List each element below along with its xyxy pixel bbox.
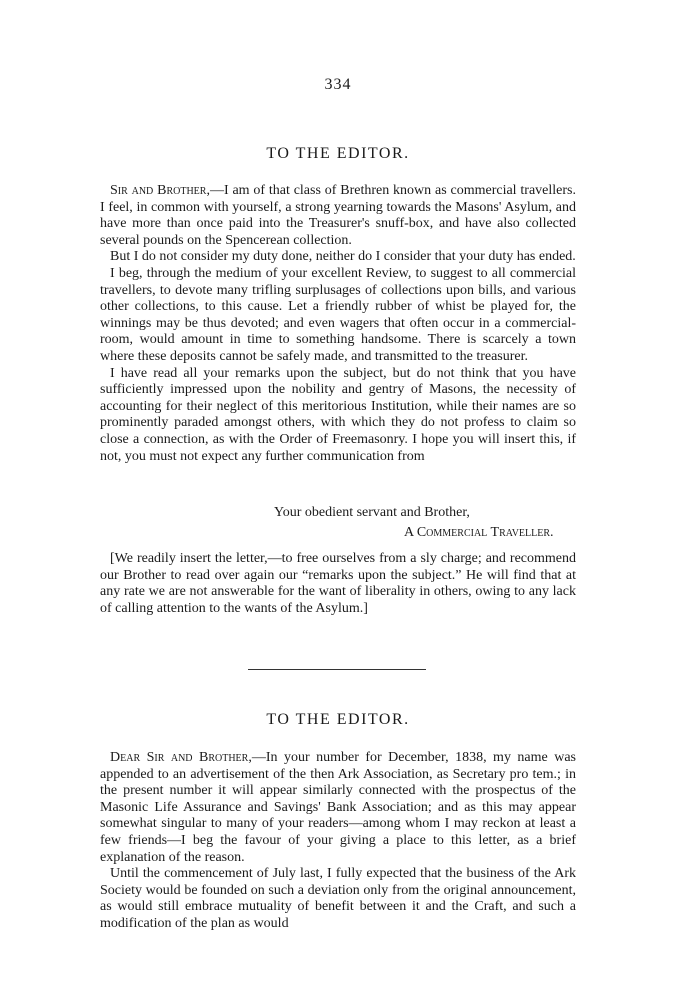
letter2-body xyxy=(100,750,576,933)
letter1-paragraph-1-text: —I am of that class of Brethren known as commercial travellers. I feel, in common with yourself, a strong yearning towards the Masons' Asylum, and have more than once paid into the Treasurer's snuff-box, and have also collected several pounds on the Spencerean collection. xyxy=(100,183,576,248)
letter2-paragraph-1 xyxy=(100,750,576,866)
section-divider xyxy=(248,669,426,670)
letter2-salutation: Dear Sir and Brother, xyxy=(110,750,252,765)
letter1-paragraph-1 xyxy=(100,183,576,249)
letter1-paragraph-3: I beg, through the medium of your excellent Review, to suggest to all commercial travellers, to devote many trifling surplusages of collections upon bills, and various other collections, to this cause. Let a friendly rubber of whist be played for, the winnings may be thus devoted; and even wagers that often occur in a commercial-room, would amount in time to something handsome. There is scarcely a town where these deposits cannot be safely made, and transmitted to the treasurer. xyxy=(100,265,576,364)
letter1-paragraph-2: But I do not consider my duty done, neither do I consider that your duty has ended. xyxy=(110,249,576,265)
letter1-paragraph-4: I have read all your remarks upon the subject, but do not think that you have sufficiently impressed upon the nobility and gentry of Masons, the necessity of accounting for their neglect of this meritorious Institution, while their names are so prominently paraded amongst others, with which they do not profess to claim so close a connection, as with the Order of Freemasonry. I hope you will insert this, if not, you must not expect any further communication from xyxy=(100,365,576,464)
page-number: 334 xyxy=(324,76,352,93)
editor-note-text: [We readily insert the letter,—to free ourselves from a sly charge; and recommend our Brother to read over again our “remarks upon the subject.” He will find that at any rate we are not answerable for the want of liberality in others, owing to any lack of calling attention to the wants of the Asylum.] xyxy=(100,551,576,616)
letter1-salutation: Sir and Brother, xyxy=(110,183,210,198)
letter2-paragraph-1-text: —In your number for December, 1838, my name was appended to an advertisement of the then Ark Association, as Secretary pro tem.; in the present number it will appear similarly connected with the prospectus of the Masonic Life Assurance and Savings' Bank Association; and as this may appear somewhat singular to many of your readers—among whom I may reckon at least a few friends—I beg the favour of your giving a place to this letter, as a brief explanation of the reason. xyxy=(100,750,576,865)
letter2-paragraph-2: Until the commencement of July last, I fully expected that the business of the Ark Society would be founded on such a deviation only from the original announcement, as would still embrace mutuality of benefit between it and the Craft, and such a modification of the plan as would xyxy=(100,866,576,931)
letter1-signature: A Commercial Traveller. xyxy=(404,525,554,540)
letter1-heading: TO THE EDITOR. xyxy=(266,145,410,162)
letter2-heading: TO THE EDITOR. xyxy=(266,711,410,728)
letter1-body xyxy=(100,183,576,465)
editor-note xyxy=(100,551,576,617)
letter1-closing: Your obedient servant and Brother, xyxy=(274,505,470,520)
